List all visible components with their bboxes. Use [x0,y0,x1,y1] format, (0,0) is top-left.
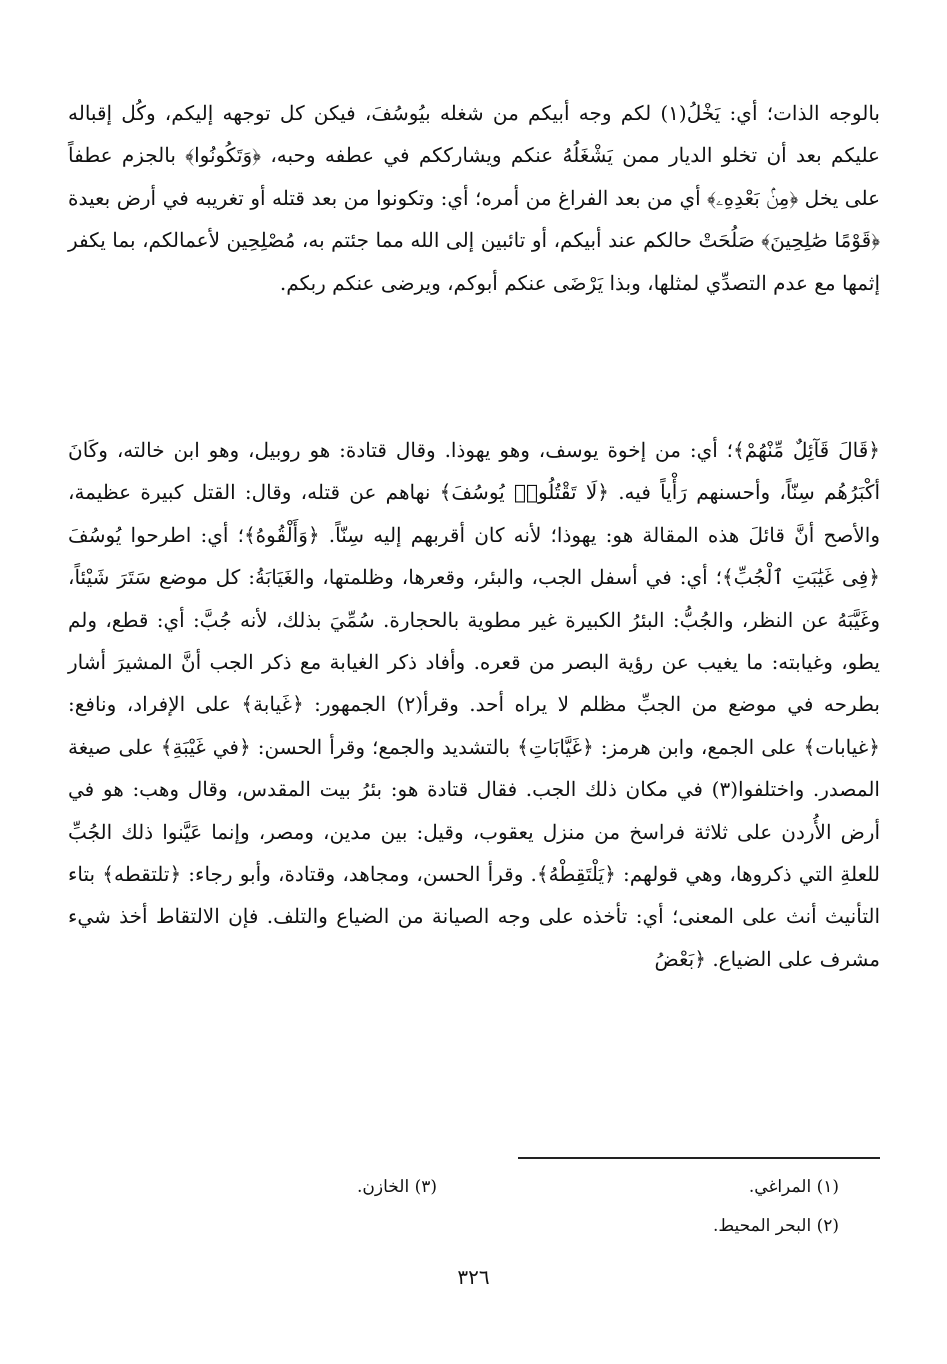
body-paragraph-2: ﴿قَالَ قَآئِلٌ مِّنْهُمْ﴾؛ أي: من إخوة يوسف، وهو يهوذا. وقال قتادة: هو روبيل، وهو ابن خالته، وكَانَ أكْبَرُهُم سِنّاً، وأحسنهم رَأْياً فيه. ﴿لَا تَقْتُلُوا۟ يُوسُفَ﴾ نهاهم عن قتله، وقال: القتل كبيرة عظيمة، والأصح أنَّ قائلَ هذه المقالة هو: يهوذا؛ لأنه كان أقربهم إليه سِنّاً. ﴿وَأَلْقُوهُ﴾؛ أي: اطرحوا يُوسُفَ ﴿فِى غَيَٰبَتِ ٱلْجُبِّ﴾؛ أي: في أسفل الجب، والبئر، وقعرها، وظلمتها، والغَيَابَةُ: كل موضع سَتَرَ شَيْئاً، وغَيَّبَهُ عن النظر، والجُبُّ: البئرُ الكبيرة غير مطوية بالحجارة. سُمِّيَ بذلك، لأنه جُبَّ: أي: قطع، ولم يطو، وغيابته: ما يغيب عن رؤية البصر من قعره. وأفاد ذكر الغيابة مع ذكر الجب أنَّ المشيرَ أشار بطرحه في موضع من الجبِّ مظلم لا يراه أحد. وقرأ(٢) الجمهور: ﴿غَيابة﴾ على الإفراد، ونافع: ﴿غيابات﴾ على الجمع، وابن هرمز: ﴿غَيَّابَاتِ﴾ بالتشديد والجمع؛ وقرأ الحسن: ﴿في غَيْبَةِ﴾ على صيغة المصدر. واختلفوا(٣) في مكان ذلك الجب. فقال قتادة هو: بئرُ بيت المقدس، وقال وهب: هو في أرض الأُردن على ثلاثة فراسخ من منزل يعقوب، وقيل: بين مدين، ومصر، وإنما عَيَّنوا ذلك الجُبِّ للعلةِ التي ذكروها، وهي قولهم: ﴿يَلْتَقِطْهُ﴾. وقرأ الحسن، ومجاهد، وقتادة، وأبو رجاء: ﴿تلتقطه﴾ بتاء التأنيث أنث على المعنى؛ أي: تأخذه على وجه الصيانة من الضياع والتلف. فإن الالتقاط أخذ شيء مشرف على الضياع. ﴿بَعْضُ [68,438,881,971]
body-paragraph-1: بالوجه الذات؛ أي: يَخْلُ(١) لكم وجه أبيكم من شغله بيُوسُفَ، فيكن كل توجهه إليكم، وكُل إقباله عليكم بعد أن تخلو الديار ممن يَشْغَلُهُ عنكم ويشارككم في عطفه وحبه، ﴿وَتَكُونُوا﴾ بالجزم عطفاً على يخل ﴿مِنۢ بَعْدِهِۦ﴾ أي من بعد الفراغ من أمره؛ أي: وتكونوا من بعد قتله أو تغريبه في أرض بعيدة ﴿قَوْمًا صَٰلِحِينَ﴾ صَلُحَتْ حالكم عند أبيكم، أو تائبين إلى الله مما جئتم به، مُصْلِحِين لأعمالكم، بما يكفر إثمها مع عدم التصدِّي لمثلها، وبذا يَرْضَى عنكم أبوكم، ويرضى عنكم ربكم. [68,101,880,295]
footnote-3: (٣) الخازن. [357,1177,437,1197]
footnote-separator [518,1157,880,1159]
page-number: ٣٢٦ [457,1265,490,1289]
footnote-2: (٢) البحر المحيط. [713,1216,839,1236]
footnote-1: (١) المراغي. [748,1177,839,1197]
